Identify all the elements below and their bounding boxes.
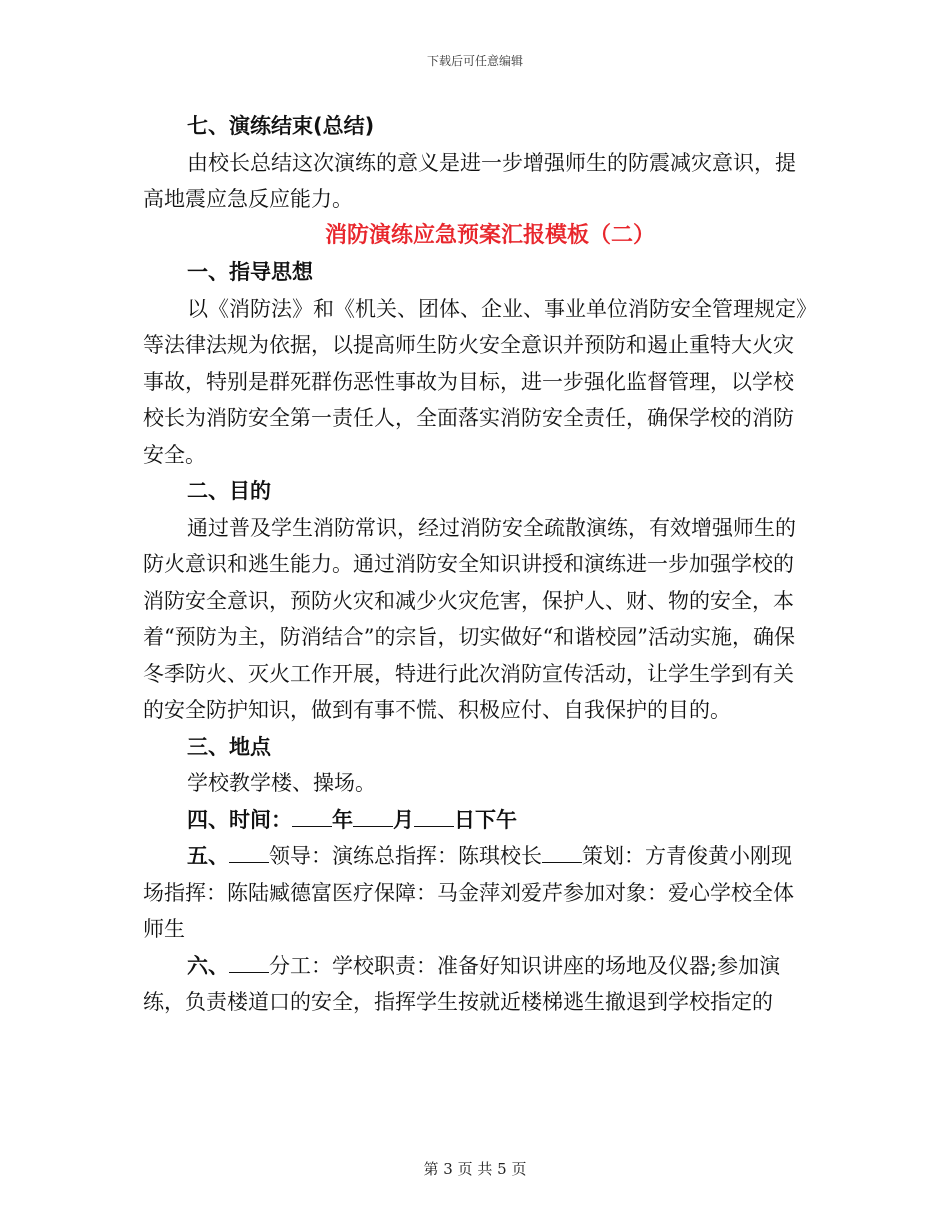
month-label: 月 [393,807,414,832]
section-6-text: 分工：学校职责：准备好知识讲座的场地及仪器;参加演练，负责楼道口的安全，指挥学生按就近楼梯逃生撤退到学校指定的 [143,953,781,1014]
day-blank [414,804,454,827]
section-5-part-b: 策划：方青俊黄小刚现场指挥：陈陆臧德富医疗保障：马金萍刘爱芹参加对象：爱心学校全体师生 [143,844,794,941]
section-5-body [143,838,807,948]
section-5-blank-1 [229,840,269,863]
section-7-body: 由校长总结这次演练的意义是进一步增强师生的防震减灾意识，提高地震应急反应能力。 [143,150,796,211]
page-footer: 第 3 页 共 5 页 [423,1160,527,1178]
section-7-heading: 七、演练结束(总结) [187,114,375,138]
section-3-heading: 三、地点 [187,734,271,759]
year-label: 年 [332,807,353,832]
day-label: 日下午 [454,807,517,832]
section-2-heading: 二、目的 [187,479,271,503]
section-5-prefix: 五、 [187,844,229,868]
document-title: 消防演练应急预案汇报模板（二） [324,222,655,248]
section-6-blank [229,950,269,973]
section-4-heading [143,802,807,839]
year-blank [292,804,332,827]
document-body [143,108,807,1021]
time-label: 四、时间： [187,807,292,832]
section-2-body: 通过普及学生消防常识，经过消防安全疏散演练，有效增强师生的防火意识和逃生能力。通过消防安全知识讲授和演练进一步加强学校的消防安全意识，预防火灾和减少火灾危害，保护人、财、物的安全，本着“预防为主，防消结合”的宗旨，切实做好“和谐校园”活动实施，确保冬季防火、灭火工作开展，特进行此次消防宣传活动，让学生学到有关的安全防护知识，做到有事不慌、积极应付、自我保护的目的。 [143,515,796,722]
section-6-body [143,948,807,1021]
section-1-heading: 一、指导思想 [187,260,313,284]
section-3-body: 学校教学楼、操场。 [187,771,376,795]
section-6-prefix: 六、 [187,953,229,978]
section-5-blank-2 [542,840,582,863]
section-5-part-a: 领导：演练总指挥：陈琪校长 [269,844,542,868]
header-note: 下载后可任意编辑 [426,54,523,68]
section-1-body: 以《消防法》和《机关、团体、企业、事业单位消防安全管理规定》等法律法规为依据，以提高师生防火安全意识并预防和遏止重特大火灾事故，特别是群死群伤恶性事故为目标，进一步强化监督管理，以学校校长为消防安全第一责任人，全面落实消防安全责任，确保学校的消防安全。 [143,296,807,467]
month-blank [353,804,393,827]
